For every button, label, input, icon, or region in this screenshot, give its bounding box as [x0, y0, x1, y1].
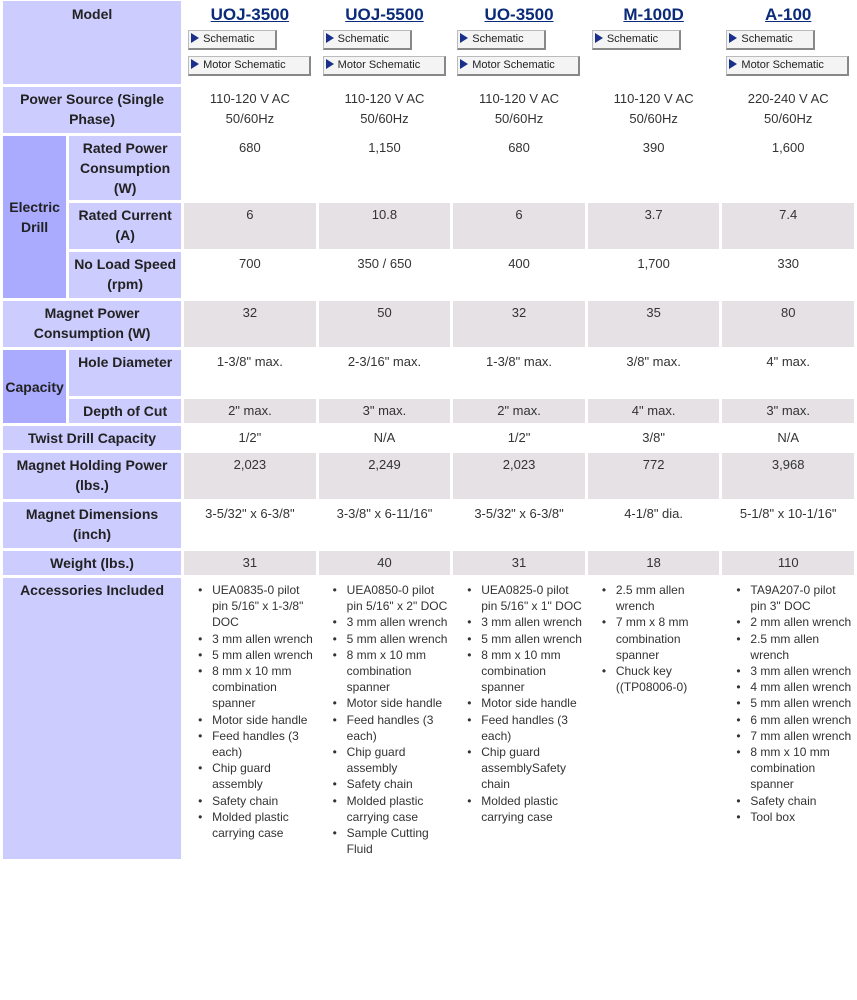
row-label: Magnet Holding Power (lbs.) — [3, 453, 181, 499]
cell: 2-3/16" max. — [347, 354, 422, 369]
cell: 3/8" — [642, 430, 665, 445]
list-item: • 8 mm x 10 mm combination spanner — [212, 663, 314, 712]
schematic-button[interactable]: Schematic — [188, 30, 277, 50]
cell: 220-240 V AC 50/60Hz — [747, 91, 829, 126]
list-item: • 3 mm allen wrench — [212, 631, 314, 647]
list-item: • Feed handles (3 each) — [212, 728, 314, 760]
cell: 3" max. — [319, 399, 451, 423]
cell: 1/2" — [507, 430, 531, 445]
list-item: • 5 mm allen wrench — [212, 647, 314, 663]
cell: 3" max. — [722, 399, 854, 423]
magnet-dimensions-row — [3, 502, 854, 548]
list-item: • Molded plastic carrying case — [212, 809, 314, 841]
row-label: Rated Power Consumption (W) — [69, 136, 181, 200]
motor-schematic-button[interactable]: Motor Schematic — [726, 56, 849, 76]
accessories-list — [455, 582, 583, 825]
list-item: • 8 mm x 10 mm combination spanner — [750, 744, 852, 793]
model-link[interactable]: UOJ-5500 — [345, 5, 424, 24]
row-label: Rated Current (A) — [69, 203, 181, 249]
list-item: • 8 mm x 10 mm combination spanner — [481, 647, 583, 696]
magnet-power-row — [3, 301, 854, 347]
row-label: Hole Diameter — [69, 350, 181, 396]
cell: 110-120 V AC 50/60Hz — [613, 91, 694, 126]
list-item: • UEA0835-0 pilot pin 5/16" x 1-3/8" DOC — [212, 582, 314, 631]
motor-schematic-button[interactable]: Motor Schematic — [457, 56, 580, 76]
cell: 400 — [508, 256, 530, 271]
hole-diameter-row — [3, 350, 854, 396]
motor-schematic-button[interactable]: Motor Schematic — [188, 56, 311, 76]
cell: 350 / 650 — [357, 256, 412, 271]
cell: N/A — [373, 430, 396, 445]
accessories-list — [186, 582, 314, 841]
cell: 7.4 — [722, 203, 854, 249]
power-source-row — [3, 87, 854, 133]
schematic-button[interactable]: Schematic — [726, 30, 815, 50]
list-item: • Safety chain — [750, 793, 852, 809]
play-arrow-icon — [460, 59, 468, 69]
play-arrow-icon — [191, 33, 199, 43]
schematic-button[interactable]: Schematic — [323, 30, 412, 50]
cell: 50 — [319, 301, 451, 347]
list-item: • Motor side handle — [481, 695, 583, 711]
cell: 5-1/8" x 10-1/16" — [739, 506, 837, 521]
magnet-holding-row — [3, 453, 854, 499]
accessories-list — [724, 582, 852, 825]
list-item: • 5 mm allen wrench — [481, 631, 583, 647]
model-col — [319, 1, 451, 84]
cell: 1,600 — [771, 140, 805, 155]
row-label: Weight (lbs.) — [3, 551, 181, 575]
accessories-list — [321, 582, 449, 857]
cell: 35 — [588, 301, 720, 347]
list-item: • 3 mm allen wrench — [481, 614, 583, 630]
list-item: • Feed handles (3 each) — [481, 712, 583, 744]
play-arrow-icon — [460, 33, 468, 43]
list-item: • TA9A207-0 pilot pin 3" DOC — [750, 582, 852, 614]
list-item: • Safety chain — [212, 793, 314, 809]
depth-of-cut-row — [3, 399, 854, 423]
model-header — [3, 1, 181, 84]
row-label: Magnet Dimensions (inch) — [3, 502, 181, 548]
cell: 1/2" — [238, 430, 262, 445]
list-item: • Feed handles (3 each) — [347, 712, 449, 744]
list-item: • UEA0825-0 pilot pin 5/16" x 1" DOC — [481, 582, 583, 614]
cell: 40 — [319, 551, 451, 575]
accessories-list — [590, 582, 718, 695]
list-item: • Molded plastic carrying case — [481, 793, 583, 825]
cell: 3,968 — [722, 453, 854, 499]
cell: 32 — [453, 301, 585, 347]
cell: 2,249 — [319, 453, 451, 499]
cell: 6 — [453, 203, 585, 249]
weight-row — [3, 551, 854, 575]
cell: 1,700 — [637, 256, 670, 271]
cell: 3-3/8" x 6-11/16" — [336, 506, 433, 521]
cell: 700 — [239, 256, 261, 271]
list-item: • Chip guard assemblySafety chain — [481, 744, 583, 793]
cell: 3/8" max. — [626, 354, 681, 369]
list-item: • UEA0850-0 pilot pin 5/16" x 2" DOC — [347, 582, 449, 614]
row-label: Magnet Power Consumption (W) — [3, 301, 181, 347]
model-link[interactable]: M-100D — [623, 5, 684, 24]
cell: 18 — [588, 551, 720, 575]
cell: 2,023 — [184, 453, 316, 499]
list-item: • Chip guard assembly — [212, 760, 314, 792]
list-item: • Sample Cutting Fluid — [347, 825, 449, 857]
cell: 1-3/8" max. — [216, 354, 283, 369]
cell: 6 — [184, 203, 316, 249]
cell: 80 — [722, 301, 854, 347]
cell: 3-5/32" x 6-3/8" — [205, 506, 295, 521]
schematic-button[interactable]: Schematic — [457, 30, 546, 50]
cell: 2,023 — [453, 453, 585, 499]
cell: 110-120 V AC 50/60Hz — [479, 91, 560, 126]
accessories-cell — [319, 578, 451, 859]
no-load-speed-row — [3, 252, 854, 298]
group-label-capacity: Capacity — [3, 350, 66, 423]
group-label-electric-drill: Electric Drill — [3, 136, 66, 298]
schematic-button[interactable]: Schematic — [592, 30, 681, 50]
list-item: • 6 mm allen wrench — [750, 712, 852, 728]
model-link[interactable]: A-100 — [765, 5, 812, 24]
cell: 772 — [588, 453, 720, 499]
accessories-row — [3, 578, 854, 859]
row-label: Power Source (Single Phase) — [3, 87, 181, 133]
model-col — [588, 1, 720, 84]
cell: 4-1/8" dia. — [624, 506, 684, 521]
cell: 4" max. — [766, 354, 811, 369]
play-arrow-icon — [191, 59, 199, 69]
list-item: • 5 mm allen wrench — [750, 695, 852, 711]
model-link[interactable]: UO-3500 — [484, 5, 554, 24]
model-row — [3, 1, 854, 84]
accessories-cell — [453, 578, 585, 859]
row-label: No Load Speed (rpm) — [69, 252, 181, 298]
cell: 31 — [184, 551, 316, 575]
motor-schematic-button[interactable]: Motor Schematic — [323, 56, 446, 76]
cell: 3-5/32" x 6-3/8" — [474, 506, 564, 521]
list-item: • 2.5 mm allen wrench — [750, 631, 852, 663]
model-col — [184, 1, 316, 84]
model-col — [722, 1, 854, 84]
play-arrow-icon — [595, 33, 603, 43]
accessories-cell — [588, 578, 720, 859]
list-item: • Chuck key ((TP08006-0) — [616, 663, 718, 695]
row-label: Twist Drill Capacity — [3, 426, 181, 450]
row-label: Depth of Cut — [69, 399, 181, 423]
cell: 32 — [184, 301, 316, 347]
cell: 680 — [508, 140, 530, 155]
list-item: • 4 mm allen wrench — [750, 679, 852, 695]
cell: 110-120 V AC 50/60Hz — [344, 91, 425, 126]
list-item: • Safety chain — [347, 776, 449, 792]
cell: 2" max. — [453, 399, 585, 423]
cell: 31 — [453, 551, 585, 575]
model-label: Model — [71, 6, 113, 22]
accessories-cell — [184, 578, 316, 859]
cell: 1-3/8" max. — [486, 354, 553, 369]
cell: 1,150 — [368, 140, 401, 155]
play-arrow-icon — [326, 59, 334, 69]
list-item: • Tool box — [750, 809, 852, 825]
list-item: • Molded plastic carrying case — [347, 793, 449, 825]
row-label: Accessories Included — [3, 578, 181, 859]
cell: 2" max. — [184, 399, 316, 423]
twist-drill-row — [3, 426, 854, 450]
rated-current-row — [3, 203, 854, 249]
cell: 390 — [642, 140, 665, 155]
cell: 110 — [722, 551, 854, 575]
rated-power-row — [3, 136, 854, 200]
list-item: • 8 mm x 10 mm combination spanner — [347, 647, 449, 696]
list-item: • 5 mm allen wrench — [347, 631, 449, 647]
list-item: • Chip guard assembly — [347, 744, 449, 776]
accessories-cell — [722, 578, 854, 859]
list-item: • 7 mm allen wrench — [750, 728, 852, 744]
list-item: • 7 mm x 8 mm combination spanner — [616, 614, 718, 663]
cell: 110-120 V AC 50/60Hz — [209, 91, 290, 126]
cell: 4" max. — [588, 399, 720, 423]
list-item: • 2 mm allen wrench — [750, 614, 852, 630]
list-item: • Motor side handle — [212, 712, 314, 728]
list-item: • 3 mm allen wrench — [347, 614, 449, 630]
cell: 10.8 — [319, 203, 451, 249]
play-arrow-icon — [729, 59, 737, 69]
cell: N/A — [777, 430, 800, 445]
cell: 330 — [777, 256, 800, 271]
list-item: • Motor side handle — [347, 695, 449, 711]
model-col — [453, 1, 585, 84]
play-arrow-icon — [729, 33, 737, 43]
model-link[interactable]: UOJ-3500 — [210, 5, 290, 24]
list-item: • 3 mm allen wrench — [750, 663, 852, 679]
list-item: • 2.5 mm allen wrench — [616, 582, 718, 614]
play-arrow-icon — [326, 33, 334, 43]
cell: 3.7 — [588, 203, 720, 249]
cell: 680 — [239, 140, 261, 155]
